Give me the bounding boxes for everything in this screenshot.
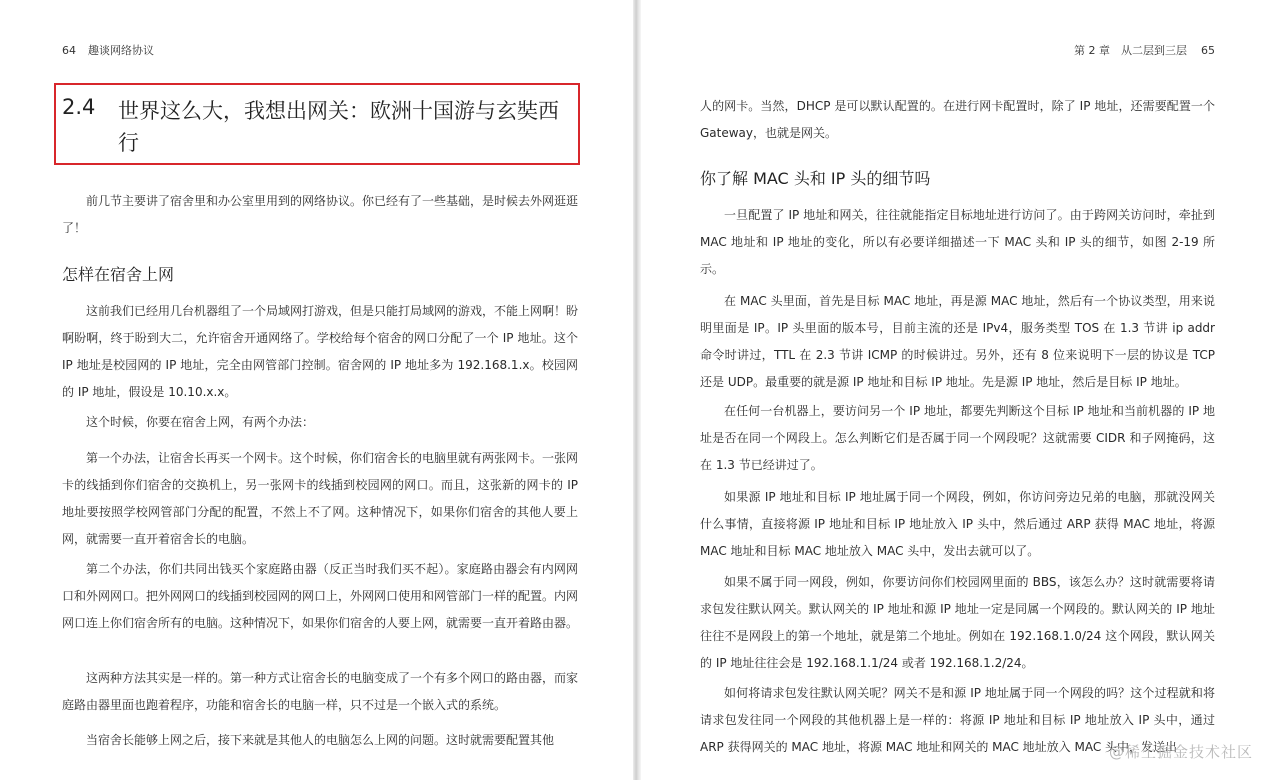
left-paragraph-7: 当宿舍长能够上网之后，接下来就是其他人的电脑怎么上网的问题。这时就需要配置其他 [86, 733, 555, 747]
book-gutter [633, 0, 641, 780]
left-page-number: 64 [62, 44, 76, 57]
right-paragraph-6: 如果不属于同一网段，例如，你要访问你们校园网里面的 BBS，该怎么办？这时就需要将请求包发往默认网关。默认网关的 IP 地址和源 IP 地址一定是同属一个网段的。默认网关的 IP 地址往往不是网段上的第一个地址，就是第二个地址。例如在 192.168.1.0/24 这个网段，默认网关的 IP 地址往往会是 192.168.1.1/24 或者 192.168.1.2/24。 [700, 575, 1215, 670]
watermark-text: @稀土掘金技术社区 [1108, 743, 1253, 761]
left-running-head [62, 42, 154, 58]
left-paragraph-3: 这个时候，你要在宿舍上网，有两个办法： [86, 415, 315, 429]
section-title-highlight-box [54, 83, 580, 165]
left-paragraph-1: 前几节主要讲了宿舍里和办公室里用到的网络协议。你已经有了一些基础，是时候去外网逛逛了！ [62, 194, 579, 235]
section-title: 世界这么大，我想出网关：欧洲十国游与玄奘西行 [118, 99, 559, 155]
right-chapter-title: 第 2 章 从二层到三层 [1074, 44, 1187, 57]
section-number: 2.4 [62, 95, 96, 119]
right-page-number: 65 [1201, 44, 1215, 57]
left-paragraph-2: 这前我们已经用几台机器组了一个局域网打游戏，但是只能打局域网的游戏，不能上网啊！盼啊盼啊，终于盼到大二，允许宿舍开通网络了。学校给每个宿舍的网口分配了一个 IP 地址。这个 IP 地址是校园网的 IP 地址，完全由网管部门控制。宿舍网的 IP 地址多为 192.168.1.x。校园网的 IP 地址，假设是 10.10.x.x。 [62, 304, 579, 399]
right-running-head [1074, 42, 1215, 58]
left-paragraph-6: 这两种方法其实是一样的。第一种方式让宿舍长的电脑变成了一个有多个网口的路由器，而家庭路由器里面也跑着程序，功能和宿舍长的电脑一样，只不过是一个嵌入式的系统。 [62, 671, 579, 712]
right-paragraph-5: 如果源 IP 地址和目标 IP 地址属于同一个网段，例如，你访问旁边兄弟的电脑，那就没网关什么事情，直接将源 IP 地址和目标 IP 地址放入 IP 头中，然后通过 ARP 获得 MAC 地址，将源 MAC 地址和目标 MAC 地址放入 MAC 头中，发出去就可以了。 [700, 490, 1215, 558]
left-paragraph-5: 第二个办法，你们共同出钱买个家庭路由器（反正当时我们买不起）。家庭路由器会有内网网口和外网网口。把外网网口的线插到校园网的网口上，外网网口使用和网管部门一样的配置。内网网口连上你们宿舍所有的电脑。这种情况下，如果你们宿舍的人要上网，就需要一直开着路由器。 [62, 562, 579, 630]
left-subheading: 怎样在宿舍上网 [62, 265, 175, 284]
left-paragraph-4: 第一个办法，让宿舍长再买一个网卡。这个时候，你们宿舍长的电脑里就有两张网卡。一张网卡的线插到你们宿舍的交换机上，另一张网卡的线插到校园网的网口。而且，这张新的网卡的 IP 地址要按照学校网管部门分配的配置，不然上不了网。这种情况下，如果你们宿舍的其他人要上网，就需要一直开着宿舍长的电脑。 [62, 451, 579, 546]
left-running-title: 趣谈网络协议 [88, 44, 154, 57]
right-paragraph-4: 在任何一台机器上，要访问另一个 IP 地址，都要先判断这个目标 IP 地址和当前机器的 IP 地址是否在同一个网段上。怎么判断它们是否属于同一个网段呢？这就需要 CIDR 和子网掩码，这在 1.3 节已经讲过了。 [700, 404, 1215, 472]
right-paragraph-1: 人的网卡。当然，DHCP 是可以默认配置的。在进行网卡配置时，除了 IP 地址，还需要配置一个 Gateway，也就是网关。 [700, 99, 1215, 140]
right-paragraph-7: 如何将请求包发往默认网关呢？网关不是和源 IP 地址属于同一个网段的吗？这个过程就和将请求包发往同一个网段的其他机器上是一样的：将源 IP 地址和目标 IP 地址放入 IP 头中，通过 ARP 获得网关的 MAC 地址，将源 MAC 地址和网关的 MAC 地址放入 MAC 头中，发送出 [700, 686, 1215, 754]
right-paragraph-3: 在 MAC 头里面，首先是目标 MAC 地址，再是源 MAC 地址，然后有一个协议类型，用来说明里面是 IP。IP 头里面的版本号，目前主流的还是 IPv4，服务类型 TOS 在 1.3 节讲 ip addr 命令时讲过，TTL 在 2.3 节讲 ICMP 的时候讲过。另外，还有 8 位来说明下一层的协议是 TCP 还是 UDP。最重要的就是源 IP 地址和目标 IP 地址。先是源 IP 地址，然后是目标 IP 地址。 [700, 294, 1215, 389]
right-subheading: 你了解 MAC 头和 IP 头的细节吗 [700, 169, 931, 188]
right-paragraph-2: 一旦配置了 IP 地址和网关，往往就能指定目标地址进行访问了。由于跨网关访问时，牵扯到 MAC 地址和 IP 地址的变化，所以有必要详细描述一下 MAC 头和 IP 头的细节，如图 2-19 所示。 [700, 208, 1215, 276]
